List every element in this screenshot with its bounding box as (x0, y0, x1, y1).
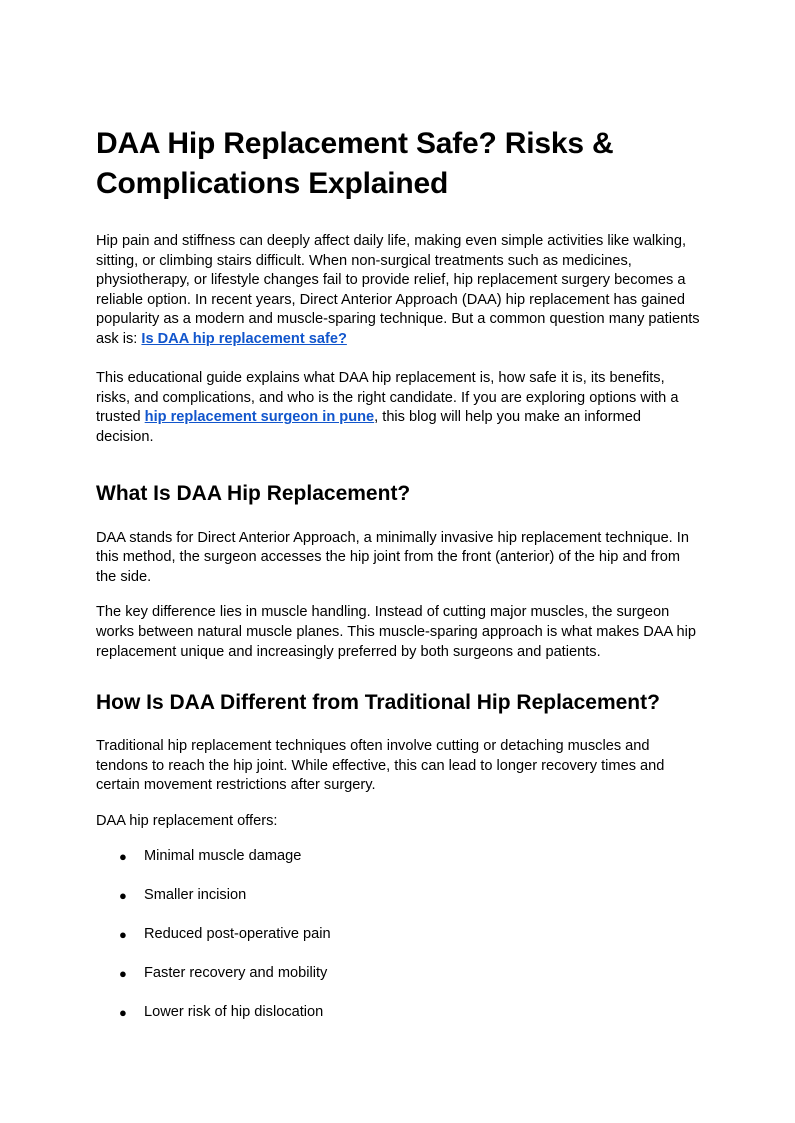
list-item (96, 925, 700, 945)
intro-paragraph-2-before: This educational guide explains what DAA hip replacement is, how safe it is, its benefits, risks, and complications, and who is the right candidate. If you are exploring options with a trusted (96, 370, 679, 426)
intro-paragraph-2 (96, 369, 700, 447)
list-item (96, 886, 700, 906)
is-daa-safe-link[interactable]: Is DAA hip replacement safe? (141, 330, 347, 347)
list-item-text: Minimal muscle damage (144, 848, 302, 865)
list-item-text: Faster recovery and mobility (144, 965, 328, 982)
bullet-icon: ● (119, 966, 127, 982)
list-item-text: Smaller incision (144, 887, 247, 904)
list-item-text: Reduced post-operative pain (144, 926, 331, 943)
section-1-heading: What Is DAA Hip Replacement? (96, 481, 411, 505)
section-1-paragraph-2: The key difference lies in muscle handling. Instead of cutting major muscles, the surgeon works between natural muscle planes. This muscle-sparing approach is what makes DAA hip replacement unique and increasingly preferred by both surgeons and patients. (96, 604, 696, 660)
bullet-icon: ● (119, 849, 127, 865)
intro-paragraph-1 (96, 232, 700, 350)
section-2-paragraph-2: DAA hip replacement offers: (96, 812, 278, 829)
list-item (96, 847, 700, 867)
section-1-paragraph-1: DAA stands for Direct Anterior Approach, a minimally invasive hip replacement technique. In this method, the surgeon accesses the hip joint from the front (anterior) of the hip and from the side. (96, 529, 689, 585)
intro-paragraph-1-text: Hip pain and stiffness can deeply affect daily life, making even simple activities like walking, sitting, or climbing stairs difficult. When non-surgical treatments such as medicines, physiotherapy, or lifestyle changes fail to provide relief, hip replacement surgery becomes a reliable option. In recent years, Direct Anterior Approach (DAA) hip replacement has gained popularity as a modern and muscle-sparing technique. But a common question many patients ask is: (96, 233, 700, 347)
section-2-heading: How Is DAA Different from Traditional Hip Replacement? (96, 691, 660, 715)
bullet-icon: ● (119, 1005, 127, 1021)
hip-surgeon-pune-link[interactable]: hip replacement surgeon in pune (144, 409, 375, 426)
list-item-text: Lower risk of hip dislocation (144, 1004, 324, 1021)
bullet-icon: ● (119, 888, 127, 904)
document-page (96, 124, 700, 1042)
page-title: DAA Hip Replacement Safe? Risks & Complications Explained (96, 127, 614, 200)
section-2-paragraph-1: Traditional hip replacement techniques often involve cutting or detaching muscles and tendons to reach the hip joint. While effective, this can lead to longer recovery times and certain movement restrictions after surgery. (96, 738, 665, 794)
bullet-icon: ● (119, 927, 127, 943)
intro-paragraph-2-after: , this blog will help you make an informed decision. (96, 409, 642, 445)
list-item (96, 964, 700, 984)
list-item (96, 1003, 700, 1023)
benefits-list (96, 847, 700, 1022)
